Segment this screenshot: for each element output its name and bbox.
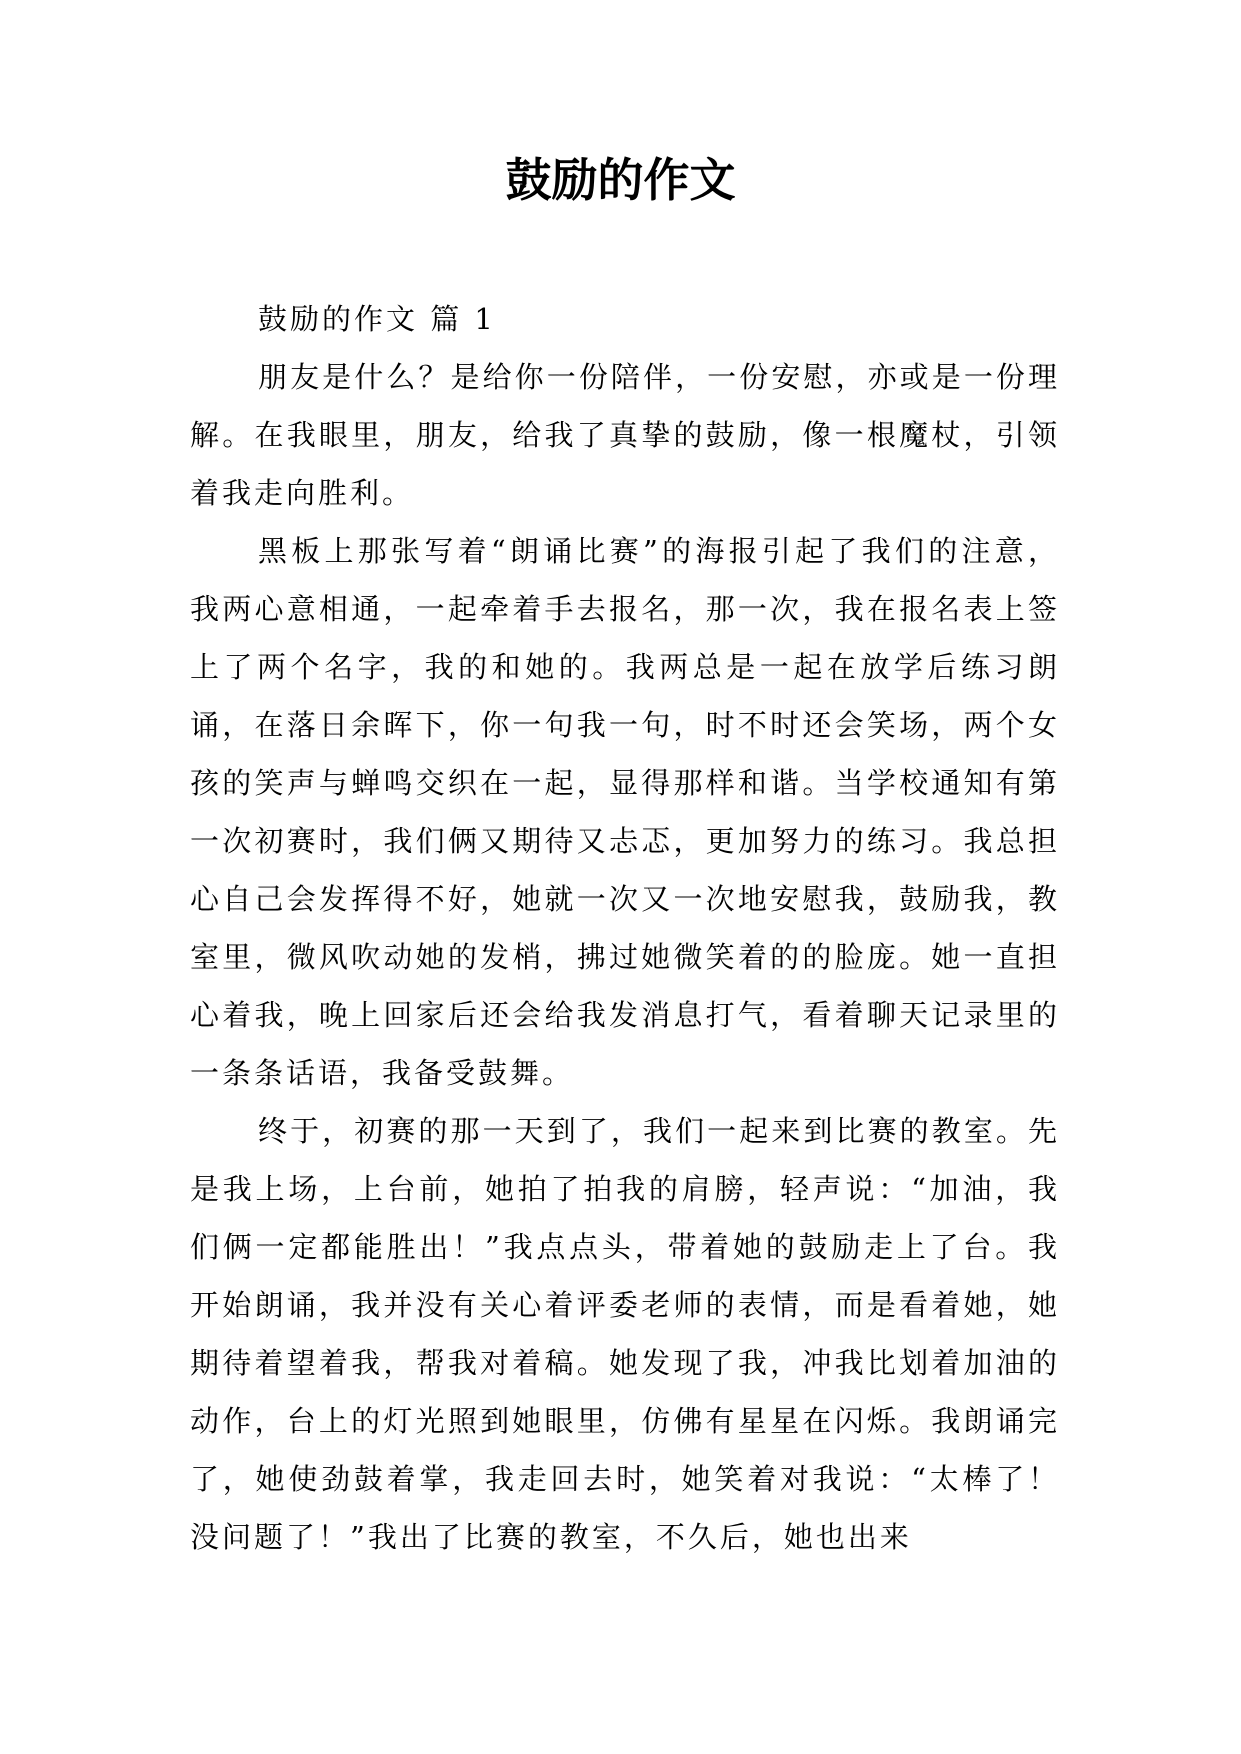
paragraph: 黑板上那张写着“朗诵比赛”的海报引起了我们的注意，我两心意相通，一起牵着手去报名，那一次，我在报名表上签上了两个名字，我的和她的。我两总是一起在放学后练习朗诵，在落日余晖下，你一句我一句，时不时还会笑场，两个女孩的笑声与蝉鸣交织在一起，显得那样和谐。当学校通知有第一次初赛时，我们俩又期待又忐忑，更加努力的练习。我总担心自己会发挥得不好，她就一次又一次地安慰我，鼓励我，教室里，微风吹动她的发梢，拂过她微笑着的的脸庞。她一直担心着我，晚上回家后还会给我发消息打气，看着聊天记录里的一条条话语，我备受鼓舞。 bbox=[190, 534, 1060, 1090]
document-body bbox=[190, 290, 1060, 1566]
section-heading: 鼓励的作文 篇 1 bbox=[258, 302, 496, 336]
document-title: 鼓励的作文 bbox=[505, 153, 736, 207]
paragraph: 朋友是什么？是给你一份陪伴，一份安慰，亦或是一份理解。在我眼里，朋友，给我了真挚的鼓励，像一根魔杖，引领着我走向胜利。 bbox=[190, 360, 1060, 510]
paragraph: 终于，初赛的那一天到了，我们一起来到比赛的教室。先是我上场，上台前，她拍了拍我的肩膀，轻声说：“加油，我们俩一定都能胜出！”我点点头，带着她的鼓励走上了台。我开始朗诵，我并没有关心着评委老师的表情，而是看着她，她期待着望着我，帮我对着稿。她发现了我，冲我比划着加油的动作，台上的灯光照到她眼里，仿佛有星星在闪烁。我朗诵完了，她使劲鼓着掌，我走回去时，她笑着对我说：“太棒了！没问题了！”我出了比赛的教室，不久后，她也出来 bbox=[190, 1114, 1060, 1554]
